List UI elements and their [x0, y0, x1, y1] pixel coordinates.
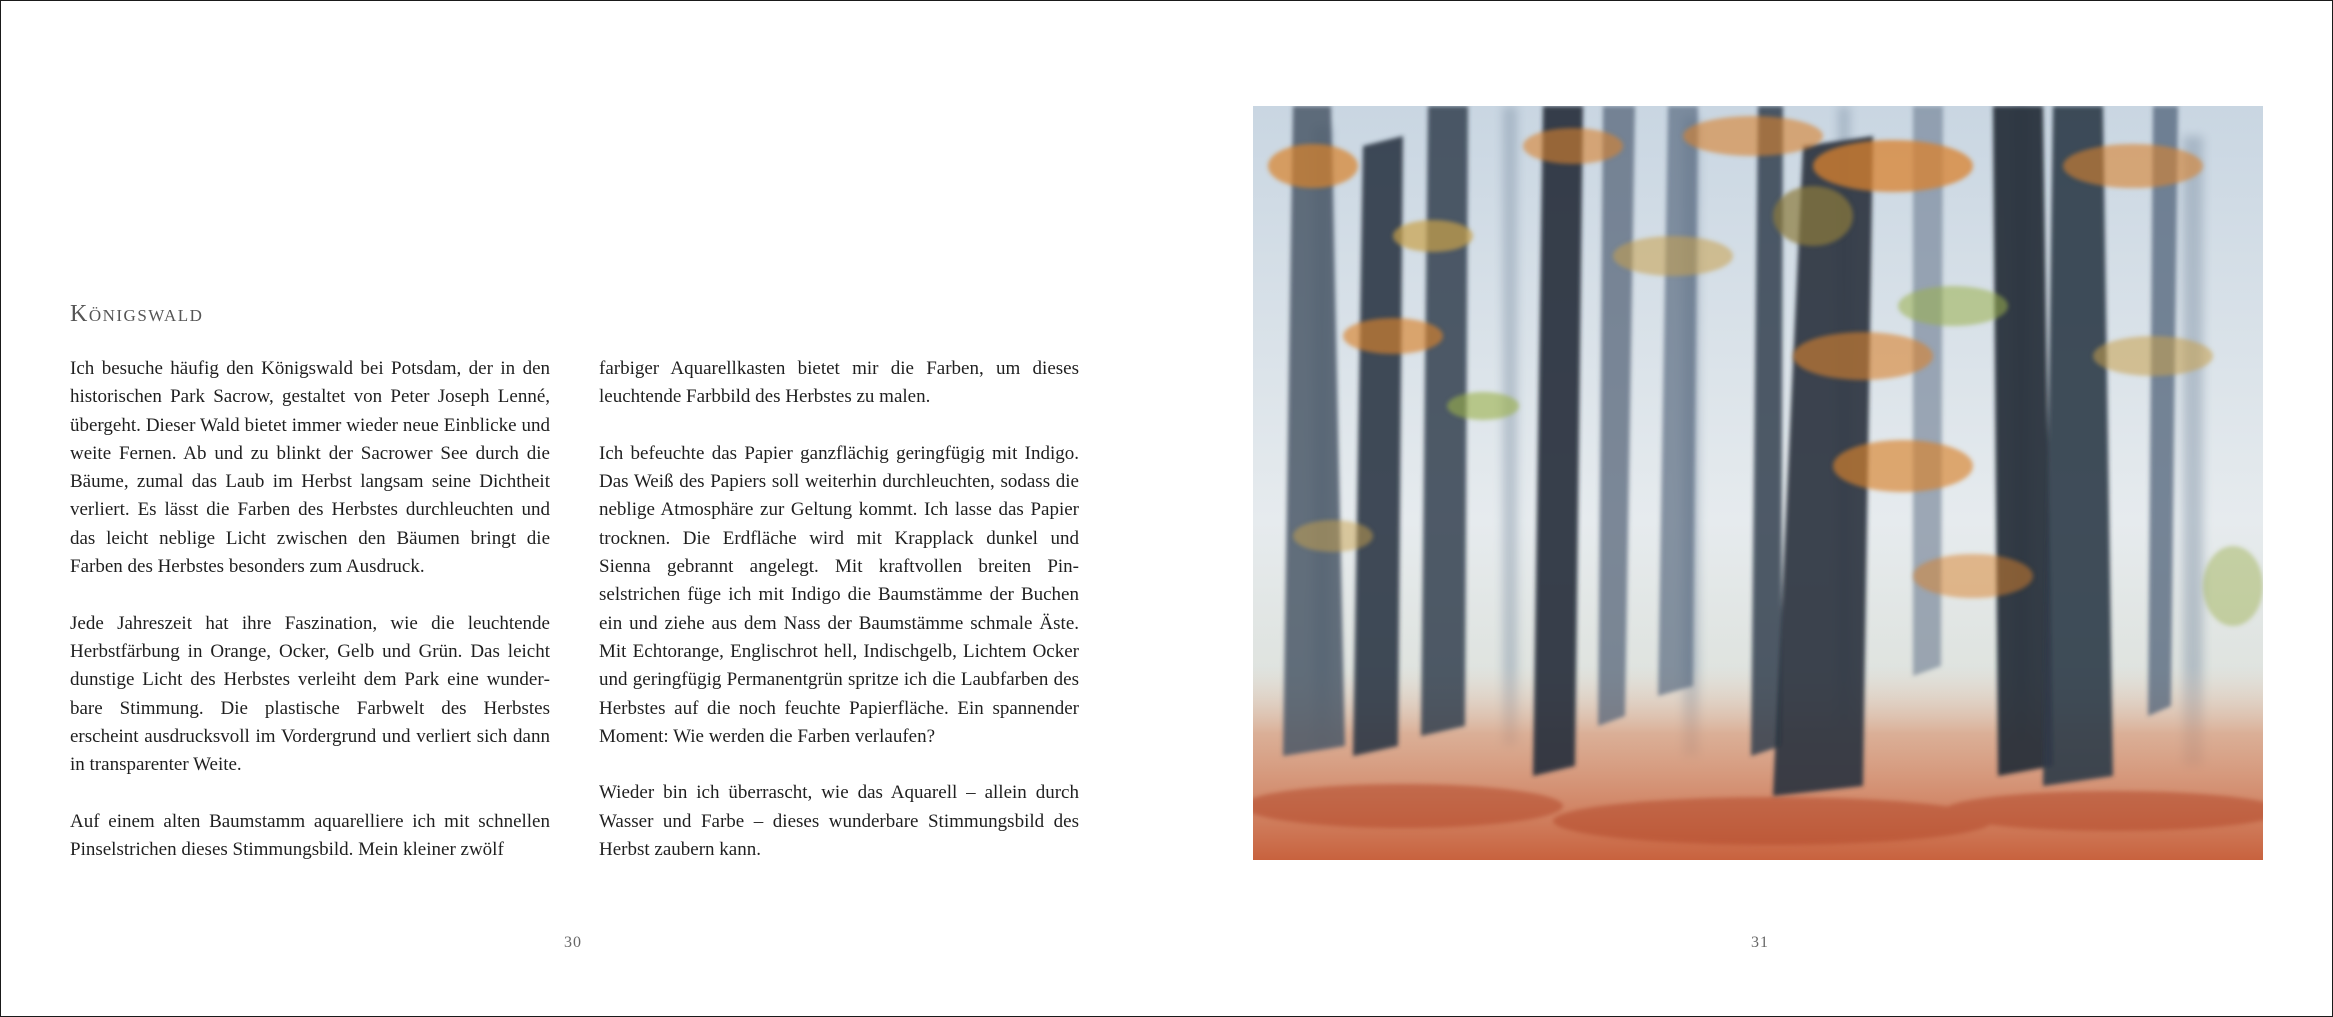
paragraph: Auf einem alten Baumstamm aquarelliere ich mit schnellen Pinselstrichen dieses Stimmungsbild. Mein kleiner zwölf	[70, 810, 550, 861]
watercolor-painting-image	[1253, 106, 2263, 860]
page-number-right: 31	[1751, 934, 1769, 951]
page-number-left: 30	[564, 934, 582, 951]
paragraph: Wieder bin ich überrascht, wie das Aquarell – allein durch Wasser und Farbe – dieses wunderbare Stimmungsbild des Herbst zaubern kann.	[599, 782, 1079, 861]
text-column-right	[599, 355, 1079, 893]
text-column-left	[70, 355, 550, 893]
paragraph: Ich besuche häufig den Königswald bei Potsdam, der in den historischen Park Sacrow, gestaltet von Peter Joseph Lenné, übergeht. Dieser Wald bietet immer wieder neue Einblicke und weite Fernen. Ab und zu blinkt der Sacrower See durch die Bäume, zumal das Laub im Herbst langsam seine Dichtheit verliert. Es lässt die Farben des Herbstes durchleuchten und das leicht neblige Licht zwischen den Bäumen bringt die Farben des Herbstes besonders zum Ausdruck.	[70, 358, 550, 578]
chapter-heading: Königswald	[70, 301, 204, 327]
paragraph: Jede Jahreszeit hat ihre Faszination, wie die leuchtende Herbstfärbung in Orange, Ocker, Gelb und Grün. Das leicht dunstige Licht des Herbstes verleiht dem Park eine wunderbare Stimmung. Die plastische Farbwelt des Herbstes erscheint ausdrucksvoll im Vordergrund und verliert sich dann in transparenter Weite.	[70, 612, 550, 776]
paragraph: Ich befeuchte das Papier ganzflächig geringfügig mit Indigo. Das Weiß des Papiers soll weiterhin durchleuchten, sodass die neblige Atmosphäre zur Geltung kommt. Ich lasse das Papier trocknen. Die Erdfläche wird mit Krapplack dunkel und Sienna gebrannt angelegt. Mit kraftvollen breiten Pinselstrichen füge ich mit Indigo die Baumstämme der Buchen ein und ziehe aus dem Nass der Baumstämme schmale Äste. Mit Echtorange, Englischrot hell, Indischgelb, Lichtem Ocker und geringfügig Permanentgrün spritze ich die Laubfarben des Herbstes auf die noch feuchte Papierfläche. Ein spannender Moment: Wie werden die Farben verlaufen?	[599, 442, 1079, 747]
autumn-forest-illustration	[1253, 106, 2263, 860]
paragraph: farbiger Aquarellkasten bietet mir die Farben, um dieses leuchtende Farbbild des Herbstes zu malen.	[599, 358, 1079, 408]
